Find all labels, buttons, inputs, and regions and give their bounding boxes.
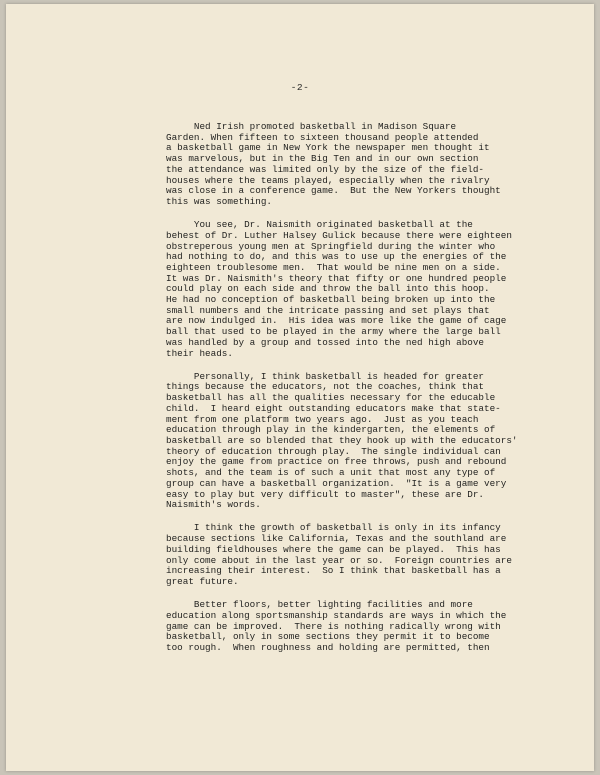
text-line: group can have a basketball organization. "It is a game very: [166, 477, 507, 489]
text-line: education through play in the kindergarten, the elements of: [166, 424, 496, 436]
text-line: the attendance was limited only by the size of the field-: [166, 163, 485, 175]
text-line: only come about in the last year or so. Foreign countries are: [166, 554, 512, 566]
text-line: small numbers and the intricate passing and set plays that: [166, 304, 490, 316]
text-line: Naismith's words.: [166, 499, 261, 511]
text-line: eighteen troublesome men. That would be nine men on a side.: [166, 261, 501, 273]
text-line: It was Dr. Naismith's theory that fifty or one hundred people: [166, 272, 507, 284]
text-line: houses where the teams played, especially when the rivalry: [166, 174, 490, 186]
text-line: because sections like California, Texas and the southland are: [166, 533, 507, 545]
text-line: ball that used to be played in the army where the large ball: [166, 326, 501, 338]
text-line: easy to play but very difficult to master", these are Dr.: [166, 488, 485, 500]
document-page: [6, 4, 594, 771]
paragraph: [166, 523, 586, 587]
text-line: too rough. When roughness and holding are permitted, then: [166, 641, 490, 653]
body-text: [166, 122, 586, 666]
text-line: a basketball game in New York the newspaper men thought it: [166, 142, 490, 154]
text-line: child. I heard eight outstanding educators make that state-: [166, 402, 501, 414]
text-line: I think the growth of basketball is only in its infancy: [166, 522, 501, 534]
paragraph: [166, 220, 586, 359]
text-line: obstreperous young men at Springfield during the winter who: [166, 240, 496, 252]
text-line: He had no conception of basketball being broken up into the: [166, 294, 496, 306]
text-line: shots, and the team is of such a unit that most any type of: [166, 467, 496, 479]
text-line: had nothing to do, and this was to use up the energies of the: [166, 251, 507, 263]
text-line: enjoy the game from practice on free throws, push and rebound: [166, 456, 507, 468]
text-line: You see, Dr. Naismith originated basketball at the: [166, 219, 473, 231]
text-line: game can be improved. There is nothing radically wrong with: [166, 620, 501, 632]
text-line: things because the educators, not the coaches, think that: [166, 381, 485, 393]
page-number: -2-: [290, 82, 310, 93]
text-line: basketball has all the qualities necessary for the educable: [166, 392, 496, 404]
text-line: Better floors, better lighting facilities and more: [166, 599, 473, 611]
text-line: this was something.: [166, 195, 273, 207]
text-line: could play on each side and throw the ball into this hoop.: [166, 283, 490, 295]
text-line: was close in a conference game. But the New Yorkers thought: [166, 185, 501, 197]
text-line: Ned Irish promoted basketball in Madison Square: [166, 121, 457, 132]
text-line: Garden. When fifteen to sixteen thousand people attended: [166, 131, 479, 143]
text-line: increasing their interest. So I think that basketball has a: [166, 565, 501, 577]
text-line: Personally, I think basketball is headed for greater: [166, 370, 485, 382]
text-line: education along sportsmanship standards are ways in which the: [166, 609, 507, 621]
text-line: are now indulged in. His idea was more like the game of cage: [166, 315, 507, 327]
text-line: basketball are so blended that they hook up with the educators': [166, 434, 518, 446]
text-line: their heads.: [166, 347, 233, 359]
text-line: building fieldhouses where the game can be played. This has: [166, 543, 501, 555]
paragraph: [166, 122, 586, 208]
text-line: great future.: [166, 575, 239, 587]
text-line: behest of Dr. Luther Halsey Gulick because there were eighteen: [166, 229, 512, 241]
text-line: theory of education through play. The single individual can: [166, 445, 501, 457]
text-line: was marvelous, but in the Big Ten and in our own section: [166, 153, 479, 165]
paragraph: [166, 600, 586, 654]
text-line: was handled by a group and tossed into the ned high above: [166, 336, 485, 348]
text-line: ment from one platform two years ago. Just as you teach: [166, 413, 479, 425]
text-line: basketball, only in some sections they permit it to become: [166, 631, 490, 643]
paragraph: [166, 372, 586, 511]
